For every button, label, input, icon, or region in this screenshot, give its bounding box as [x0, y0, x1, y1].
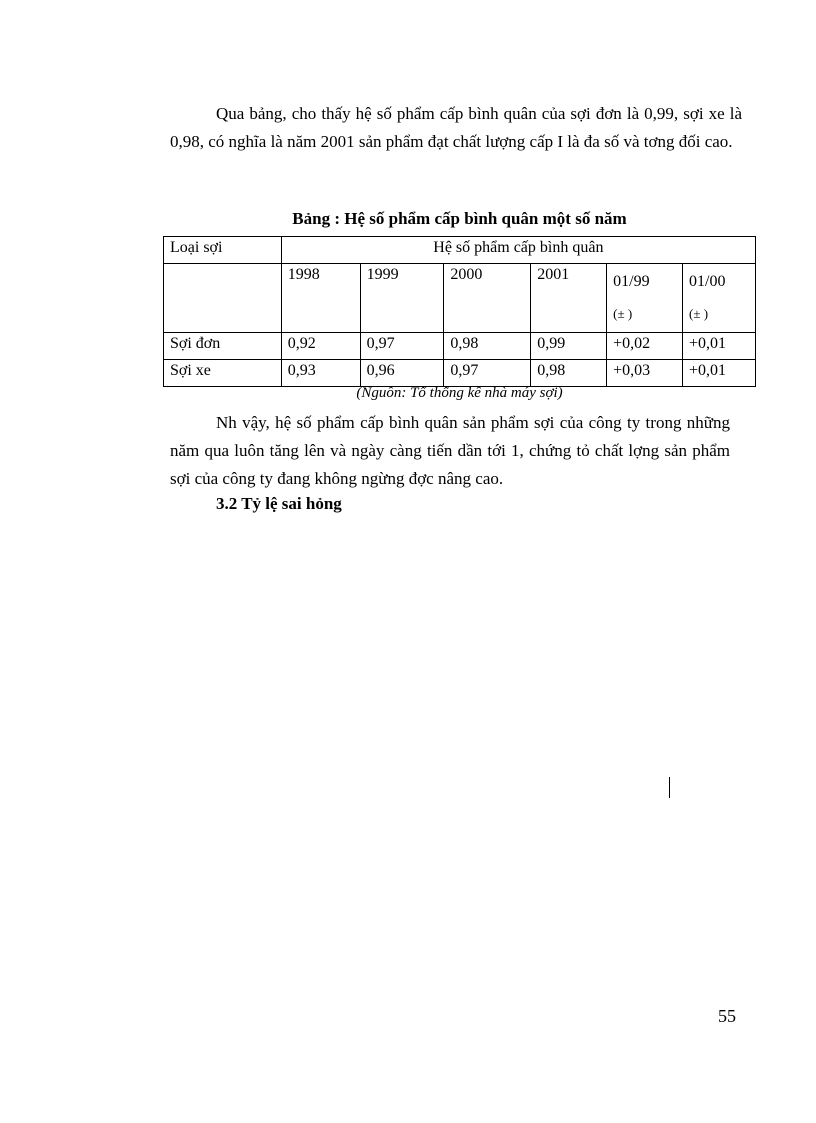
table-subheader-row — [164, 264, 756, 333]
table-row — [164, 360, 756, 387]
text-cursor-mark — [669, 777, 670, 798]
table-cell: 0,98 — [444, 333, 531, 360]
table-source-note: (Nguồn: Tổ thống kê nhà máy sợi) — [356, 385, 563, 401]
year-header: 1999 — [360, 264, 444, 333]
year-header: 2000 — [444, 264, 531, 333]
section-heading: 3.2 Tỷ lệ sai hỏng — [216, 494, 342, 513]
diff-note: (± ) — [689, 306, 709, 321]
empty-cell — [164, 264, 282, 333]
table-cell: +0,03 — [607, 360, 683, 387]
intro-paragraph-text: Qua bảng, cho thấy hệ số phẩm cấp bình quân của sợi đơn là 0,99, sợi xe là 0,98, có nghĩa là năm 2001 sản phẩm đạt chất lượng cấp I là đa số và tơng đối cao. — [170, 104, 742, 151]
diff-note: (± ) — [613, 306, 633, 321]
table-title: Bảng : Hệ số phẩm cấp bình quân một số năm — [292, 209, 627, 228]
page-number: 55 — [718, 1006, 736, 1026]
table-cell: +0,02 — [607, 333, 683, 360]
diff-header: 01/99 (± ) — [607, 264, 683, 333]
header-group: Hệ số phẩm cấp bình quân — [281, 237, 755, 264]
table-cell: 0,98 — [531, 360, 607, 387]
intro-paragraph — [170, 100, 742, 156]
table-cell: 0,97 — [360, 333, 444, 360]
table-cell: +0,01 — [683, 333, 756, 360]
diff-header: 01/00 (± ) — [683, 264, 756, 333]
quality-coefficient-table — [163, 236, 756, 387]
table-cell: 0,93 — [281, 360, 360, 387]
table-cell: 0,99 — [531, 333, 607, 360]
table-cell: 0,92 — [281, 333, 360, 360]
table-header-row — [164, 237, 756, 264]
year-header: 1998 — [281, 264, 360, 333]
table-row — [164, 333, 756, 360]
table-cell: 0,96 — [360, 360, 444, 387]
conclusion-paragraph-text: Nh vậy, hệ số phẩm cấp bình quân sản phẩm sợi của công ty trong những năm qua luôn tăng lên và ngày càng tiến dần tới 1, chứng tỏ chất lợng sản phẩm sợi của công ty đang không ngừng đợc nâng cao. — [170, 413, 730, 488]
conclusion-paragraph — [170, 409, 730, 493]
table-cell: 0,97 — [444, 360, 531, 387]
year-header: 2001 — [531, 264, 607, 333]
header-loai-soi: Loại sợi — [164, 237, 282, 264]
row-label: Sợi xe — [164, 360, 282, 387]
table-cell: +0,01 — [683, 360, 756, 387]
row-label: Sợi đơn — [164, 333, 282, 360]
